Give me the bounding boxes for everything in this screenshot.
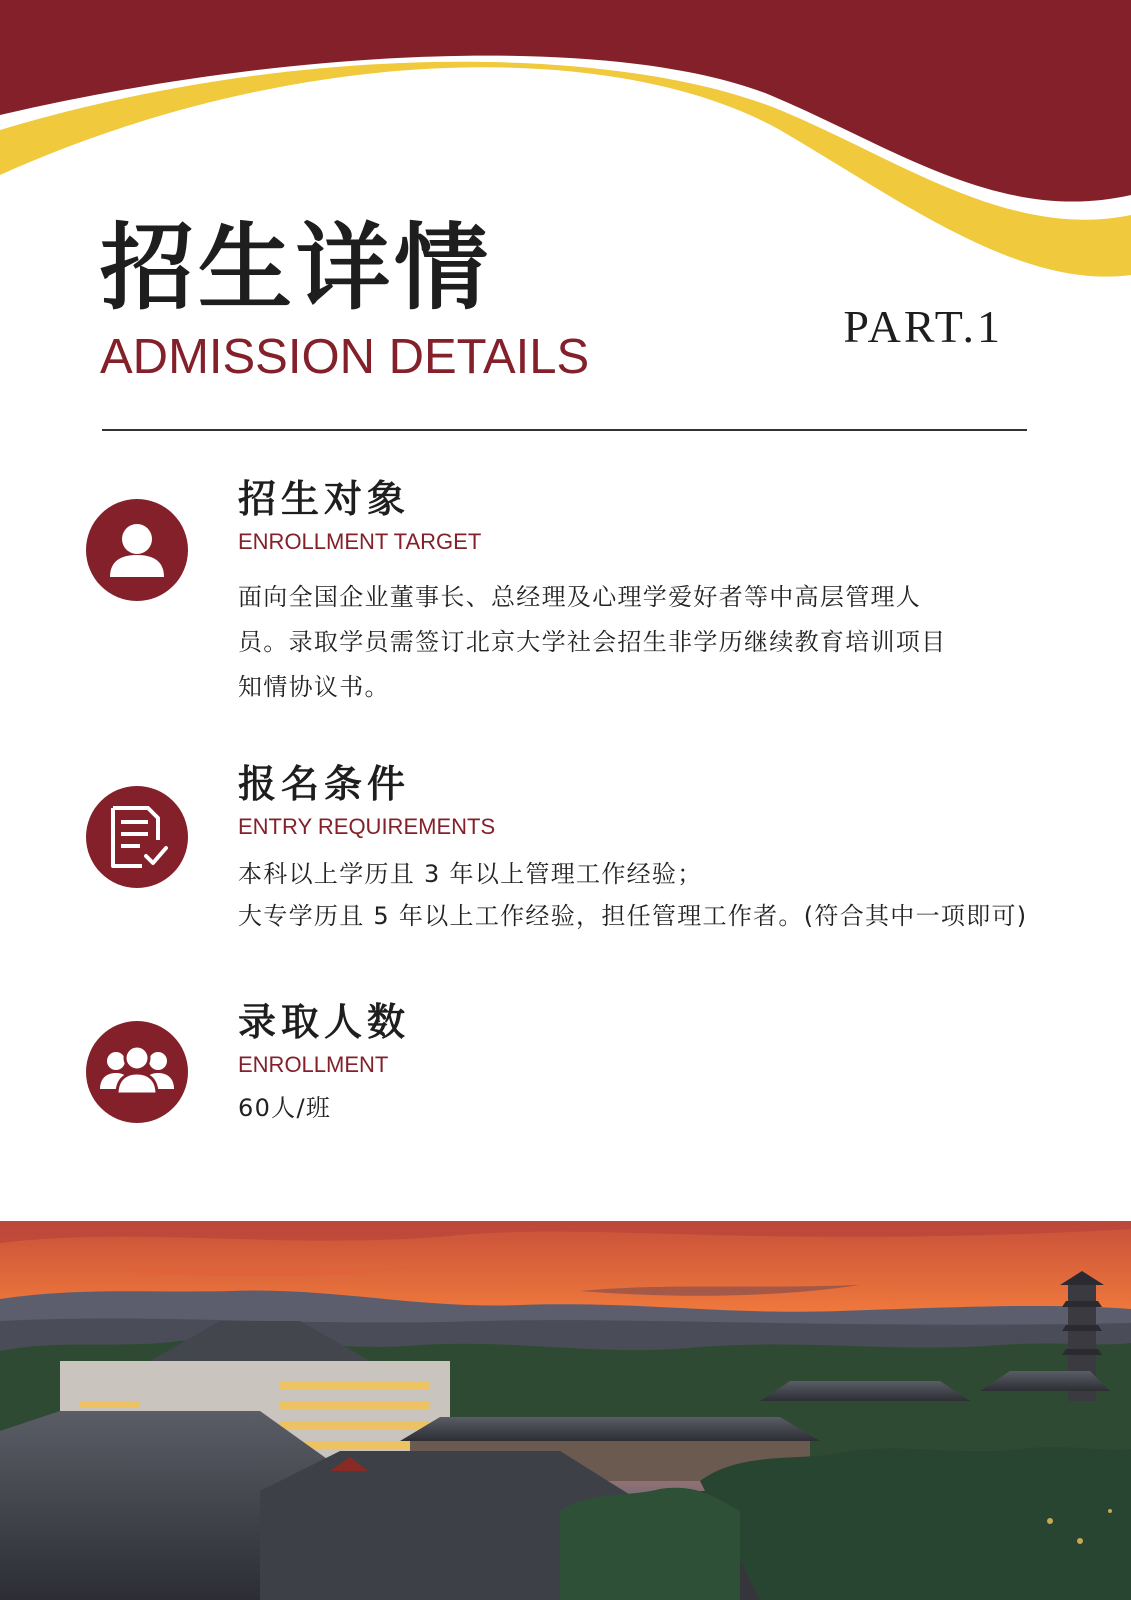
section-title: 招生对象 bbox=[238, 477, 411, 521]
section-body bbox=[238, 1086, 1053, 1131]
section-title: 录取人数 bbox=[238, 1000, 411, 1044]
body-line: 大专学历且 5 年以上工作经验，担任管理工作者。(符合其中一项即可) bbox=[238, 902, 1028, 930]
document-check-icon bbox=[86, 786, 188, 888]
header-divider bbox=[102, 429, 1027, 431]
section-title: 报名条件 bbox=[238, 762, 411, 806]
body-line: 面向全国企业董事长、总经理及心理学爱好者等中高层管理人 bbox=[238, 583, 922, 611]
body-line: 本科以上学历且 3 年以上管理工作经验； bbox=[238, 860, 703, 888]
section-subtitle: ENTRY REQUIREMENTS bbox=[238, 814, 496, 839]
body-line: 员。录取学员需签订北京大学社会招生非学历继续教育培训项目 bbox=[238, 628, 947, 656]
section-subtitle: ENROLLMENT bbox=[238, 1052, 389, 1077]
campus-sunset-photo bbox=[0, 1221, 1131, 1600]
page-subtitle: ADMISSION DETAILS bbox=[100, 330, 590, 384]
part-label: PART.1 bbox=[843, 301, 1003, 352]
body-line: 60人/班 bbox=[238, 1094, 332, 1122]
section-body bbox=[238, 575, 1053, 710]
section-body bbox=[238, 853, 1053, 937]
group-icon bbox=[86, 1021, 188, 1123]
page-title: 招生详情 bbox=[100, 214, 493, 323]
body-line: 知情协议书。 bbox=[238, 673, 390, 701]
person-icon bbox=[86, 499, 188, 601]
section-subtitle: ENROLLMENT TARGET bbox=[238, 529, 482, 554]
